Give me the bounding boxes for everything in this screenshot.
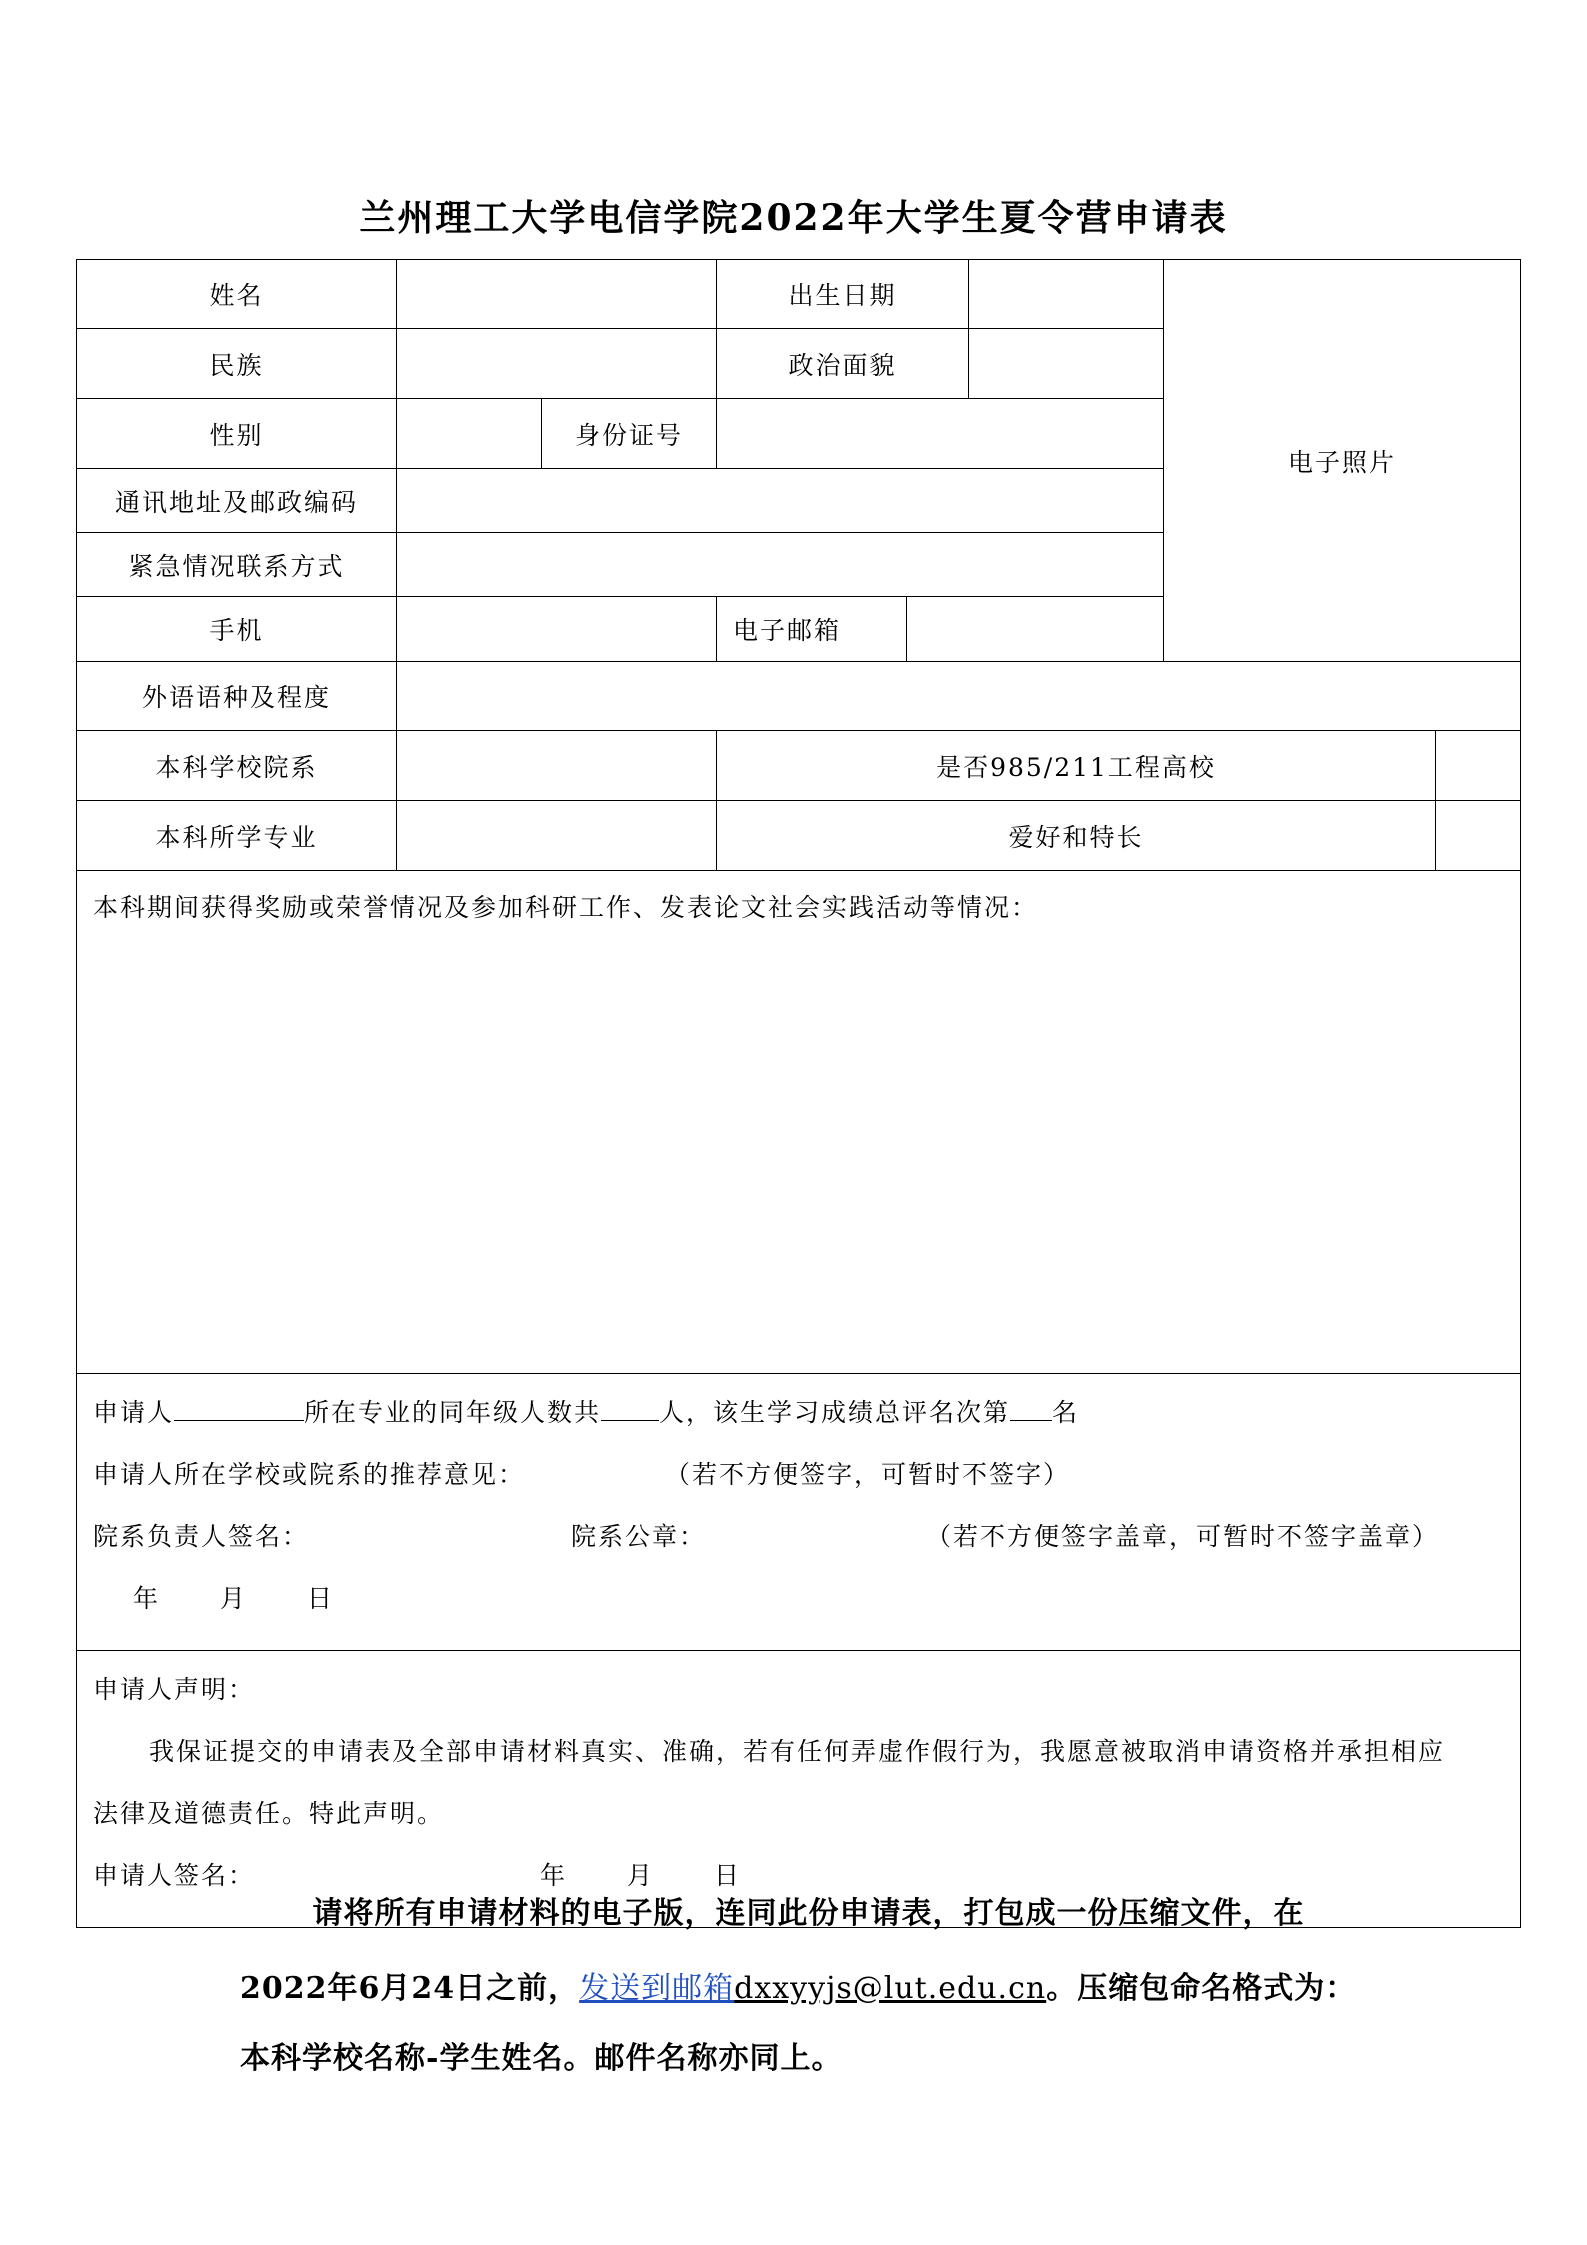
- department-seal-label: 院系公章：: [571, 1522, 707, 1551]
- political-status-label: 政治面貌: [717, 329, 969, 399]
- class-size-blank[interactable]: [601, 1398, 659, 1421]
- date-day: 日: [307, 1584, 335, 1613]
- ranking-text-rank: 人，该生学习成绩总评名次第: [659, 1398, 1011, 1427]
- footer-naming-format: 。压缩包命名格式为：: [1046, 1971, 1357, 2006]
- applicant-name-blank[interactable]: [174, 1398, 304, 1421]
- ethnicity-field[interactable]: [397, 329, 717, 399]
- recommendation-label: 申请人所在学校或院系的推荐意见：: [93, 1460, 526, 1489]
- signature-line: [93, 1506, 1504, 1568]
- photo-label: 电子照片: [1288, 447, 1397, 477]
- birth-date-label: 出生日期: [717, 260, 969, 329]
- phone-field[interactable]: [397, 597, 717, 662]
- id-number-field[interactable]: [717, 399, 1164, 469]
- gender-field[interactable]: [397, 399, 542, 469]
- head-signature-label: 院系负责人签名：: [93, 1522, 310, 1551]
- decl-date-day: 日: [714, 1861, 742, 1890]
- emergency-contact-field[interactable]: [397, 533, 1164, 597]
- contact-email[interactable]: dxxyyjs@lut.edu.cn: [734, 1971, 1047, 2006]
- id-number-label: 身份证号: [542, 399, 717, 469]
- footer-line1: 请将所有申请材料的电子版，连同此份申请表，打包成一份压缩文件，在: [312, 1896, 1305, 1931]
- email-label: 电子邮箱: [717, 597, 907, 662]
- seal-note: （若不方便签字盖章，可暂时不签字盖章）: [926, 1522, 1440, 1551]
- ethnicity-label: 民族: [77, 329, 397, 399]
- address-field[interactable]: [397, 469, 1164, 533]
- declaration-section: [77, 1651, 1521, 1928]
- ranking-text-count: 所在专业的同年级人数共: [304, 1398, 602, 1427]
- photo-box[interactable]: [1164, 260, 1521, 662]
- birth-date-field[interactable]: [969, 260, 1164, 329]
- hobbies-label: 爱好和特长: [717, 801, 1436, 871]
- ranking-line: [93, 1382, 1504, 1444]
- address-label: 通讯地址及邮政编码: [77, 469, 397, 533]
- gender-label: 性别: [77, 399, 397, 469]
- undergrad-major-label: 本科所学专业: [77, 801, 397, 871]
- footer-deadline: 2022年6月24日之前，: [240, 1971, 580, 2006]
- decl-date-year: 年: [540, 1861, 568, 1890]
- recommendation-date-line: [93, 1568, 1504, 1630]
- hobbies-field[interactable]: [1436, 801, 1521, 871]
- phone-label: 手机: [77, 597, 397, 662]
- footer-line3: 本科学校名称-学生姓名。邮件名称亦同上。: [240, 2041, 843, 2076]
- name-field[interactable]: [397, 260, 717, 329]
- ranking-text-applicant: 申请人: [93, 1398, 175, 1427]
- recommendation-line: [93, 1444, 1504, 1506]
- date-month: 月: [220, 1584, 248, 1613]
- emergency-contact-label: 紧急情况联系方式: [77, 533, 397, 597]
- decl-date-month: 月: [627, 1861, 655, 1890]
- recommendation-note: （若不方便签字，可暂时不签字）: [665, 1460, 1071, 1489]
- send-to-email-link[interactable]: 发送到邮箱: [579, 1971, 735, 2006]
- is-985-211-label: 是否985/211工程高校: [717, 731, 1436, 801]
- undergrad-major-field[interactable]: [397, 801, 717, 871]
- language-label: 外语语种及程度: [77, 662, 397, 731]
- is-985-211-field[interactable]: [1436, 731, 1521, 801]
- declaration-body-line2: 法律及道德责任。特此声明。: [93, 1799, 445, 1828]
- ranking-text-unit: 名: [1052, 1398, 1080, 1427]
- awards-prompt: 本科期间获得奖励或荣誉情况及参加科研工作、发表论文社会实践活动等情况：: [93, 893, 1039, 922]
- declaration-body-line1: 我保证提交的申请表及全部申请材料真实、准确，若有任何弄虚作假行为，我愿意被取消申请资格并承担相应: [149, 1737, 1446, 1766]
- date-year: 年: [133, 1584, 161, 1613]
- declaration-title: 申请人声明：: [93, 1675, 256, 1704]
- language-field[interactable]: [397, 662, 1521, 731]
- footer-line2: [240, 1963, 1356, 2007]
- rank-blank[interactable]: [1010, 1398, 1052, 1421]
- email-field[interactable]: [907, 597, 1164, 662]
- name-label: 姓名: [77, 260, 397, 329]
- undergrad-school-field[interactable]: [397, 731, 717, 801]
- recommendation-section: [77, 1374, 1521, 1651]
- awards-section[interactable]: [77, 871, 1521, 1374]
- political-status-field[interactable]: [969, 329, 1164, 399]
- application-form-table: [76, 259, 1521, 1928]
- page-title: 兰州理工大学电信学院2022年大学生夏令营申请表: [359, 197, 1228, 239]
- applicant-signature-label: 申请人签名：: [93, 1861, 256, 1890]
- undergrad-school-label: 本科学校院系: [77, 731, 397, 801]
